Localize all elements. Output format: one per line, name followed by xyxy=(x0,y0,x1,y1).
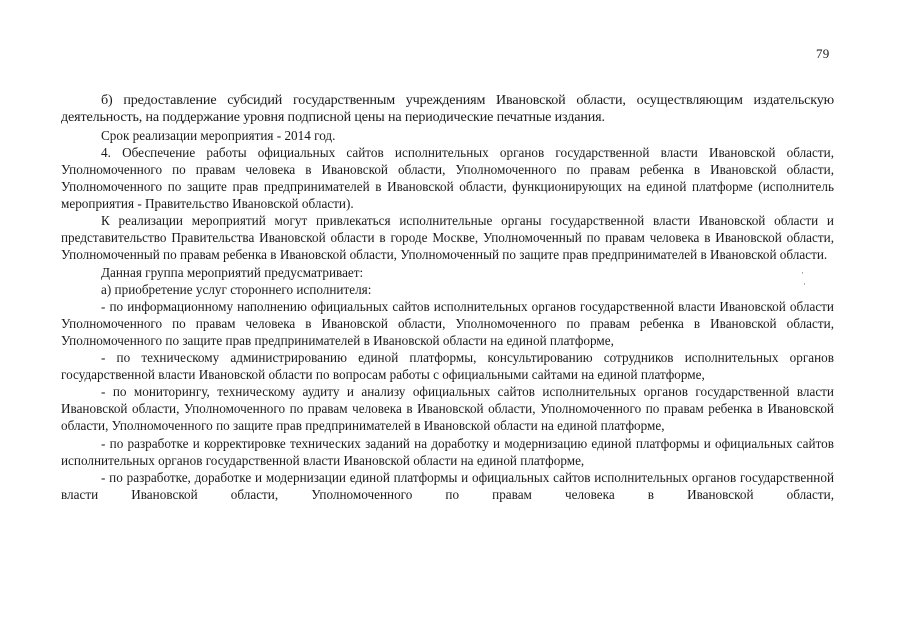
list-item-development: - по разработке, доработке и модернизации единой платформы и официальных сайтов исполнительных органов государственной власти Ивановской области, Уполномоченного по правам человека в Ивановской области, xyxy=(61,469,834,502)
document-body xyxy=(61,92,834,503)
list-item-specifications: - по разработке и корректировке технических заданий на доработку и модернизацию единой платформы и официальных сайтов исполнительных органов государственной власти Ивановской области на единой платформе, xyxy=(61,435,834,468)
list-item-administration: - по техническому администрированию единой платформы, консультированию сотрудников исполнительных органов государственной власти Ивановской области по вопросам работы с официальными сайтами на единой платформе, xyxy=(61,350,834,383)
list-item-monitoring: - по мониторингу, техническому аудиту и анализу официальных сайтов исполнительных органов государственной власти Ивановской области, Уполномоченного по правам человека в Ивановской области, Уполномоченного по правам ребенка в Ивановской области, Уполномоченного по защите прав предпринимателей в Ивановской области на единой платформе, xyxy=(61,384,834,434)
paragraph-subitem-a: а) приобретение услуг стороннего исполнителя: xyxy=(101,281,372,297)
paragraph-deadline: Срок реализации мероприятия - 2014 год. xyxy=(101,127,336,143)
scan-speck: · xyxy=(801,268,804,278)
paragraph-subsidies: б) предоставление субсидий государственным учреждениям Ивановской области, осуществляющим издательскую деятельность, на поддержание уровня подписной цены на периодические печатные издания. xyxy=(61,92,834,126)
paragraph-participants: К реализации мероприятий могут привлекаться исполнительные органы государственной власти Ивановской области и представительство Правительства Ивановской области в городе Москве, Уполномоченный по правам человека в Ивановской области, Уполномоченный по правам ребенка в Ивановской области, Уполномоченный по защите прав предпринимателей в Ивановской области. xyxy=(61,213,834,263)
page-number: 79 xyxy=(816,46,830,61)
list-item-content-filling: - по информационному наполнению официальных сайтов исполнительных органов государственной власти Ивановской области Уполномоченного по правам человека в Ивановской области, Уполномоченного по правам ребенка в Ивановской области, Уполномоченного по защите прав предпринимателей в Ивановской области на единой платформе, xyxy=(61,298,834,348)
paragraph-item-4: 4. Обеспечение работы официальных сайтов исполнительных органов государственной власти Ивановской области, Уполномоченного по правам человека в Ивановской области, Уполномоченного по правам ребенка в Ивановской области, Уполномоченного по защите прав предпринимателей в Ивановской области, функционирующих на единой платформе (исполнитель мероприятия - Правительство Ивановской области). xyxy=(61,144,834,212)
paragraph-group-intro: Данная группа мероприятий предусматривает: xyxy=(101,264,364,280)
scan-speck: · xyxy=(803,279,806,289)
